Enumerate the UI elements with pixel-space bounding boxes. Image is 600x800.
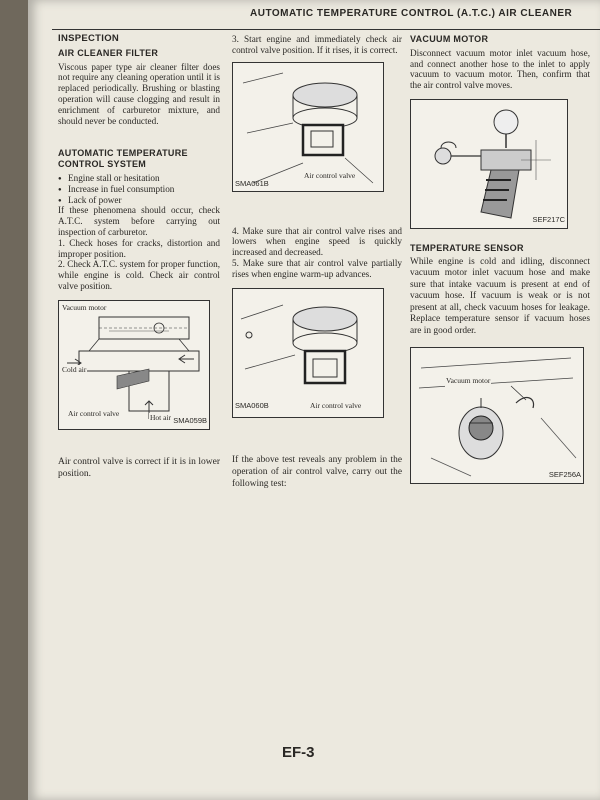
header-rule — [52, 29, 600, 30]
figure-valve-rises — [232, 62, 384, 192]
page-header-title: AUTOMATIC TEMPERATURE CONTROL (A.T.C.) AIR CLEANER — [250, 8, 573, 19]
vacuum-pump-illustration — [411, 100, 567, 228]
label-air-control-valve: Air control valve — [68, 408, 120, 418]
symptom-item: ● Increase in fuel consumption — [58, 184, 220, 195]
label-vacuum-motor: Vacuum motor — [446, 376, 491, 386]
filter-paragraph: Viscous paper type air cleaner filter does not require any cleaning operation until it is replaced periodically. Brushing or blasting operation will cause clogging and result in enrichment of carburetor mixture, and should never be conducted. — [58, 61, 220, 126]
air-cleaner-illustration — [233, 289, 383, 417]
column-right — [410, 34, 590, 484]
heading-atc-system: AUTOMATIC TEMPERATURE CONTROL SYSTEM — [58, 148, 188, 170]
figure-temperature-sensor — [410, 347, 584, 484]
column-left — [58, 34, 220, 480]
temperature-sensor-illustration — [411, 348, 583, 483]
column-middle — [232, 34, 402, 490]
step-1: 1. Check hoses for cracks, distortion and improper position. — [58, 237, 220, 259]
label-hot-air: Hot air — [150, 412, 172, 422]
figure-atc-cross-section — [58, 300, 210, 430]
label-air-control-valve: Air control valve — [310, 400, 362, 410]
figure-code: SMA059B — [173, 415, 207, 425]
figure-vacuum-pump — [410, 99, 568, 229]
step-2: 2. Check A.T.C. system for proper function, while engine is cold. Check air control valve position. — [58, 259, 220, 291]
temperature-sensor-paragraph: While engine is cold and idling, disconnect vacuum motor inlet vacuum hose and make sure that intake vacuum is present at end of vacuum hose. If vacuum is weak or is not present at all, check vacuum hoses for leakage. Replace temperature sensor if vacuum hoses are in good order. — [410, 256, 590, 336]
figure-code: SEF256A — [548, 470, 581, 480]
valve-correct-paragraph: Air control valve is correct if it is in lower position. — [58, 456, 220, 479]
heading-vacuum-motor: VACUUM MOTOR — [410, 34, 489, 44]
phenomena-paragraph: If these phenomena should occur, check A.T.C. system before carrying out inspection of carburetor. — [58, 205, 220, 237]
test-followup-paragraph: If the above test reveals any problem in the operation of air control valve, carry out the following test: — [232, 454, 402, 489]
figure-valve-partial — [232, 288, 384, 418]
label-air-control-valve: Air control valve — [304, 170, 356, 180]
heading-inspection: INSPECTION — [58, 33, 120, 44]
figure-code: SMA061B — [235, 178, 269, 188]
symptom-list — [58, 173, 220, 205]
symptom-item: ● Lack of power — [58, 195, 220, 206]
step-3: 3. Start engine and immediately check air control valve position. If it rises, it is correct. — [232, 34, 402, 55]
page-number: EF-3 — [282, 744, 315, 761]
figure-code: SEF217C — [532, 215, 565, 225]
heading-temperature-sensor: TEMPERATURE SENSOR — [410, 242, 524, 253]
step-4: 4. Make sure that air control valve rises and lowers when engine speed is quickly increased and decreased. — [232, 225, 402, 258]
vacuum-motor-paragraph: Disconnect vacuum motor inlet vacuum hose, and connect another hose to the inlet to apply vacuum to vacuum motor. Then, confirm that the air control valve moves. — [410, 47, 590, 91]
figure-code: SMA060B — [235, 400, 269, 410]
symptom-item: ● Engine stall or hesitation — [58, 173, 220, 184]
label-cold-air: Cold air — [62, 364, 87, 374]
heading-air-cleaner-filter: AIR CLEANER FILTER — [58, 47, 159, 58]
step-5: 5. Make sure that air control valve partially rises when engine warm-up advances. — [232, 257, 402, 279]
label-vacuum-motor: Vacuum motor — [62, 302, 107, 312]
